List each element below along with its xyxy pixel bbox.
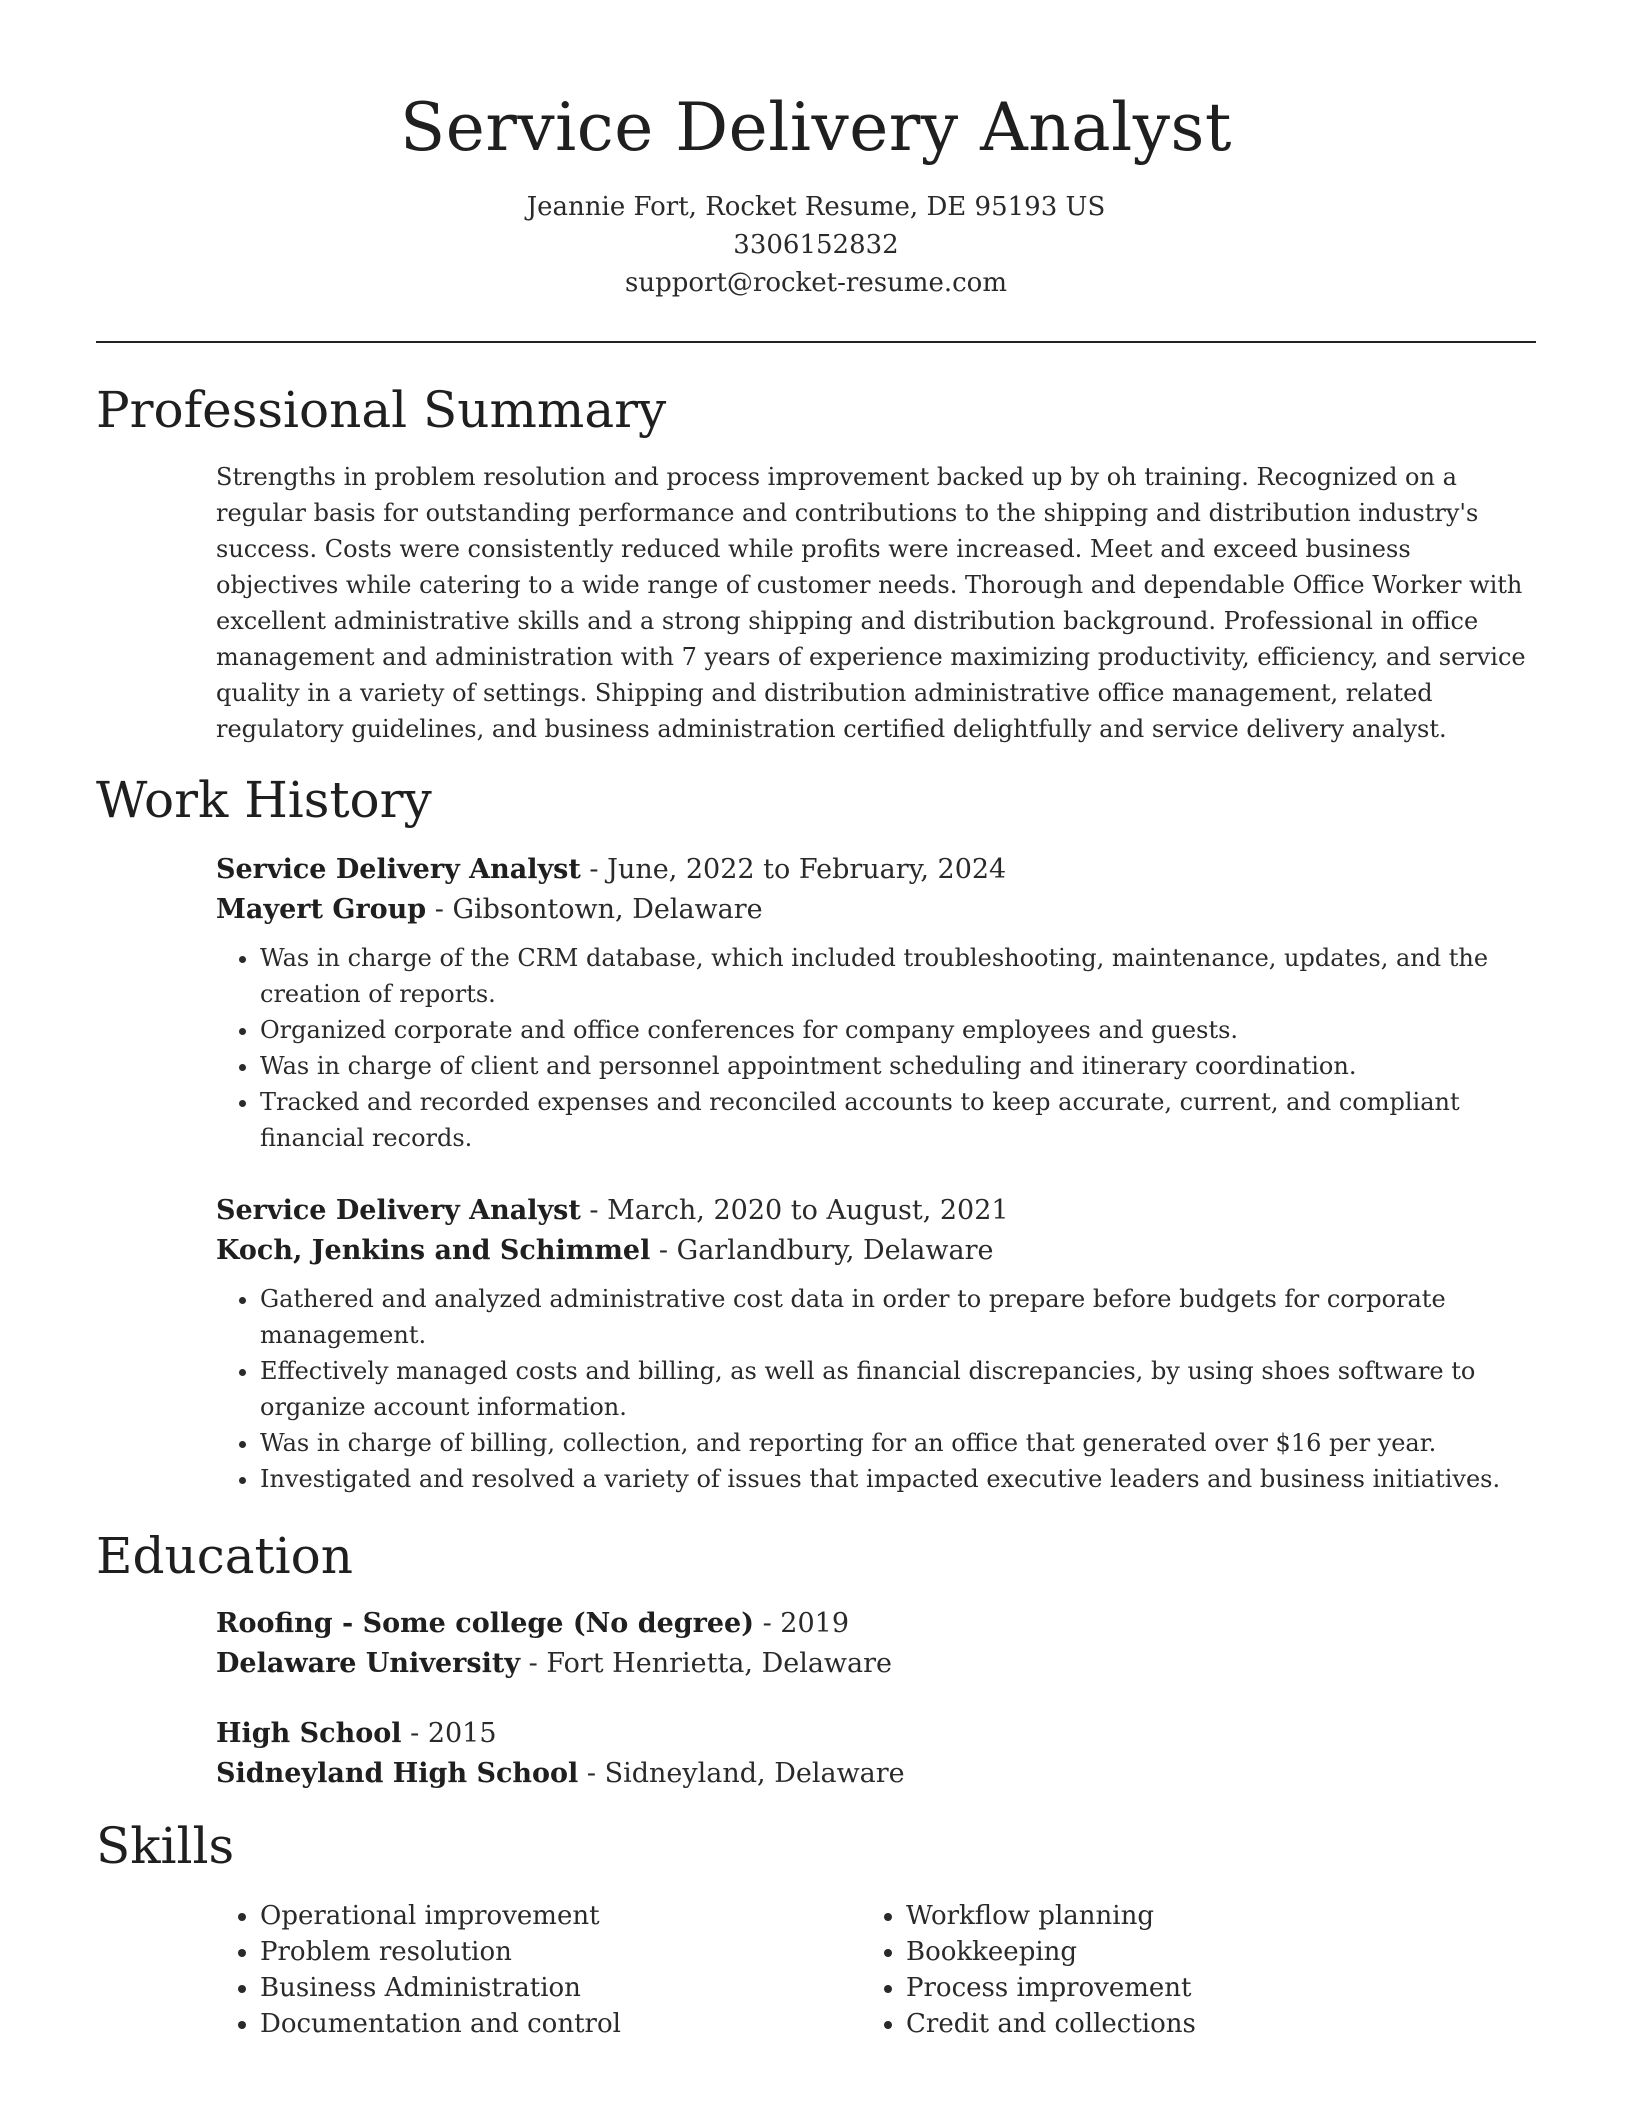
job-company-line bbox=[216, 890, 1536, 930]
job-entry bbox=[216, 850, 1536, 1156]
skill-item: • Documentation and control bbox=[260, 2006, 856, 2042]
skills-heading: Skills bbox=[96, 1817, 235, 1875]
job-bullet: • Was in charge of client and personnel appointment scheduling and itinerary coordination. bbox=[260, 1048, 1536, 1084]
job-bullets bbox=[216, 1281, 1536, 1497]
education-school-line bbox=[216, 1754, 1536, 1794]
education-heading: Education bbox=[96, 1527, 353, 1585]
skill-item: • Credit and collections bbox=[906, 2006, 1502, 2042]
job-bullet: • Tracked and recorded expenses and reconciled accounts to keep accurate, current, and compliant financial records. bbox=[260, 1084, 1536, 1156]
skill-item: • Operational improvement bbox=[260, 1898, 856, 1934]
summary-text: Strengths in problem resolution and process improvement backed up by oh training. Recognized on a regular basis for outstanding performance and contributions to the shipping and distribution industry's success. Costs were consistently reduced while profits were increased. Meet and exceed business objectives while catering to a wide range of customer needs. Thorough and dependable Office Worker with excellent administrative skills and a strong shipping and distribution background. Professional in office management and administration with 7 years of experience maximizing productivity, efficiency, and service quality in a variety of settings. Shipping and distribution administrative office management, related regulatory guidelines, and business administration certified delightfully and service delivery analyst. bbox=[216, 463, 1526, 743]
contact-phone: 3306152832 bbox=[733, 230, 899, 260]
job-company: Koch, Jenkins and Schimmel bbox=[216, 1235, 651, 1266]
summary-heading: Professional Summary bbox=[96, 381, 667, 439]
header-divider bbox=[96, 341, 1536, 343]
education-degree: High School bbox=[216, 1718, 402, 1749]
education-school: Sidneyland High School bbox=[216, 1758, 579, 1789]
job-title: Service Delivery Analyst bbox=[216, 1195, 581, 1226]
resume-title: Service Delivery Analyst bbox=[400, 89, 1232, 166]
job-bullet: • Organized corporate and office conferences for company employees and guests. bbox=[260, 1012, 1536, 1048]
education-school: Delaware University bbox=[216, 1648, 521, 1679]
job-bullet: • Effectively managed costs and billing, as well as financial discrepancies, by using shoes software to organize account information. bbox=[260, 1353, 1536, 1425]
job-dates: - March, 2020 to August, 2021 bbox=[580, 1195, 1009, 1226]
education-degree-line bbox=[216, 1604, 1536, 1644]
skill-item: • Business Administration bbox=[260, 1970, 856, 2006]
job-dates: - June, 2022 to February, 2024 bbox=[580, 854, 1007, 885]
education-degree: Roofing - Some college (No degree) bbox=[216, 1608, 755, 1639]
resume-header bbox=[96, 82, 1536, 302]
education-school-line bbox=[216, 1644, 1536, 1684]
work-history-heading: Work History bbox=[96, 771, 432, 829]
education-year: - 2015 bbox=[401, 1718, 497, 1749]
education-location: - Sidneyland, Delaware bbox=[578, 1758, 905, 1789]
job-company: Mayert Group bbox=[216, 894, 427, 925]
education-year: - 2019 bbox=[754, 1608, 850, 1639]
job-bullets bbox=[216, 940, 1536, 1156]
skill-item: • Workflow planning bbox=[906, 1898, 1502, 1934]
job-bullet: • Gathered and analyzed administrative cost data in order to prepare before budgets for corporate management. bbox=[260, 1281, 1536, 1353]
job-title: Service Delivery Analyst bbox=[216, 854, 581, 885]
education-location: - Fort Henrietta, Delaware bbox=[520, 1648, 893, 1679]
education-entry bbox=[216, 1714, 1536, 1794]
contact-address: Jeannie Fort, Rocket Resume, DE 95193 US bbox=[526, 192, 1106, 222]
skill-item: • Problem resolution bbox=[260, 1934, 856, 1970]
contact-info bbox=[96, 188, 1536, 302]
job-entry bbox=[216, 1191, 1536, 1497]
education-entry bbox=[216, 1604, 1536, 1684]
job-location: - Gibsontown, Delaware bbox=[426, 894, 763, 925]
job-bullet: • Was in charge of billing, collection, and reporting for an office that generated over $16 per year. bbox=[260, 1425, 1536, 1461]
job-bullet: • Investigated and resolved a variety of issues that impacted executive leaders and business initiatives. bbox=[260, 1461, 1536, 1497]
skill-item: • Bookkeeping bbox=[906, 1934, 1502, 1970]
job-title-line bbox=[216, 850, 1536, 890]
education-degree-line bbox=[216, 1714, 1536, 1754]
job-title-line bbox=[216, 1191, 1536, 1231]
job-bullet: • Was in charge of the CRM database, which included troubleshooting, maintenance, updates, and the creation of reports. bbox=[260, 940, 1536, 1012]
skill-item: • Process improvement bbox=[906, 1970, 1502, 2006]
skills-column-right bbox=[862, 1898, 1502, 2042]
job-company-line bbox=[216, 1231, 1536, 1271]
summary-section bbox=[216, 459, 1536, 747]
skills-column-left bbox=[216, 1898, 856, 2042]
contact-email: support@rocket-resume.com bbox=[624, 268, 1007, 298]
job-location: - Garlandbury, Delaware bbox=[650, 1235, 994, 1266]
